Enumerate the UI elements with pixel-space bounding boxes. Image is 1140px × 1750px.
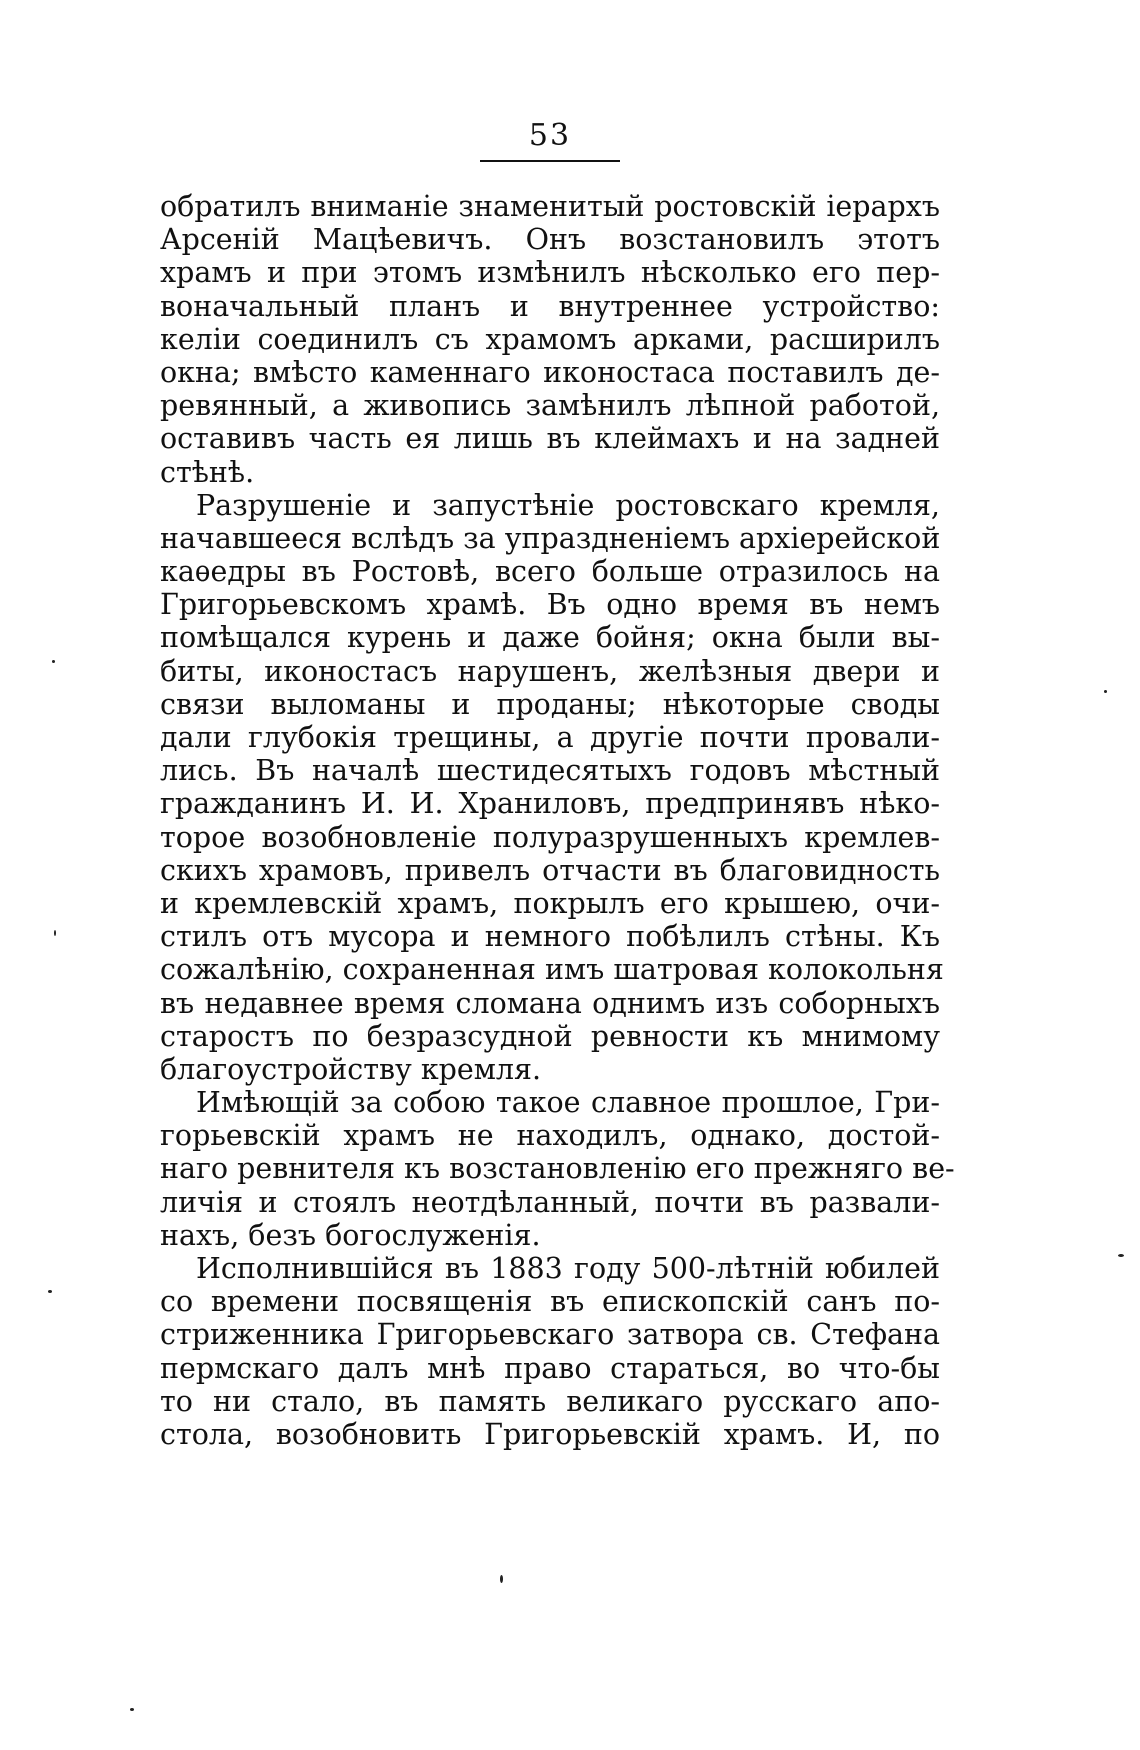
- text-line: скихъ храмовъ, привелъ отчасти въ благовидность: [160, 853, 940, 887]
- text-line: стриженника Григорьевскаго затвора св. Стефана: [160, 1318, 940, 1352]
- text-line: обратилъ вниманіе знаменитый ростовскій іерархъ: [160, 190, 940, 223]
- scan-speck: [500, 1575, 503, 1583]
- text-line: храмъ и при этомъ измѣнилъ нѣсколько его пер-: [160, 256, 940, 290]
- paragraph: [160, 1252, 940, 1451]
- text-line: дали глубокія трещины, а другіе почти провали-: [160, 721, 940, 754]
- text-line: въ недавнее время сломана однимъ изъ соборныхъ: [160, 986, 940, 1020]
- scan-speck: [1118, 1254, 1124, 1257]
- text-line: Имѣющій за собою такое славное прошлое, Гри-: [196, 1086, 940, 1120]
- paragraph: [160, 190, 940, 489]
- text-line: связи выломаны и проданы; нѣкоторые своды: [160, 687, 940, 721]
- text-line: старостъ по безразсудной ревности къ мнимому: [160, 1019, 940, 1053]
- scan-speck: [130, 1708, 134, 1711]
- scan-speck: [54, 930, 56, 936]
- text-line: горьевскій храмъ не находилъ, однако, достой-: [160, 1119, 940, 1153]
- text-line: гражданинъ И. И. Храниловъ, предпринявъ нѣко-: [160, 787, 940, 821]
- text-line: пермскаго далъ мнѣ право стараться, во что-бы: [160, 1351, 940, 1385]
- text-line: благоустройству кремля.: [160, 1052, 542, 1086]
- text-line: каѳедры въ Ростовѣ, всего больше отразилось на: [160, 555, 940, 589]
- text-line: Исполнившійся въ 1883 году 500-лѣтній юбилей: [196, 1252, 940, 1285]
- scan-speck: [1104, 690, 1107, 693]
- text-line: воначальный планъ и внутреннее устройство:: [160, 289, 940, 323]
- text-line: оставивъ часть ея лишь въ клеймахъ и на задней: [160, 422, 940, 456]
- text-line: ревянный, а живопись замѣнилъ лѣпной работой,: [160, 389, 940, 423]
- paragraph: [160, 1086, 955, 1252]
- text-line: стола, возобновить Григорьевскій храмъ. И, по: [160, 1417, 940, 1451]
- text-line: торое возобновленіе полуразрушенныхъ кремлев-: [160, 820, 940, 854]
- text-line: и кремлевскій храмъ, покрылъ его крышею, очи-: [160, 886, 940, 920]
- text-line: Разрушеніе и запустѣніе ростовскаго кремля,: [196, 488, 940, 522]
- scan-speck: [48, 1290, 52, 1293]
- text-line: со времени посвященія въ епископскій санъ по-: [160, 1285, 940, 1319]
- page-number-rule: [480, 160, 620, 162]
- page-number: 53: [528, 118, 572, 153]
- text-line: помѣщался курень и даже бойня; окна были вы-: [160, 621, 940, 655]
- text-line: начавшееся вслѣдъ за упраздненіемъ архіерейской: [160, 521, 941, 555]
- text-line: то ни стало, въ память великаго русскаго апо-: [160, 1384, 940, 1418]
- text-line: лись. Въ началѣ шестидесятыхъ годовъ мѣстный: [160, 754, 940, 788]
- text-line: келіи соединилъ съ храмомъ арками, расширилъ: [160, 322, 940, 356]
- text-line: стилъ отъ мусора и немного побѣлилъ стѣны. Къ: [160, 920, 940, 954]
- text-line: окна; вмѣсто каменнаго иконостаса поставилъ де-: [160, 355, 940, 389]
- text-line: наго ревнителя къ возстановленію его прежняго ве-: [160, 1152, 955, 1186]
- text-line: Григорьевскомъ храмѣ. Въ одно время въ немъ: [160, 588, 940, 622]
- scan-speck: [52, 660, 55, 663]
- body-text: [160, 190, 955, 1451]
- text-line: нахъ, безъ богослуженія.: [160, 1218, 541, 1252]
- text-line: сожалѣнію, сохраненная имъ шатровая колокольня: [160, 953, 944, 987]
- text-line: личія и стоялъ неотдѣланный, почти въ развали-: [160, 1185, 940, 1219]
- text-line: стѣнѣ.: [160, 455, 255, 489]
- paragraph: [160, 488, 944, 1086]
- text-line: биты, иконостасъ нарушенъ, желѣзныя двери и: [160, 654, 940, 688]
- text-line: Арсеній Мацѣевичъ. Онъ возстановилъ этотъ: [160, 223, 940, 257]
